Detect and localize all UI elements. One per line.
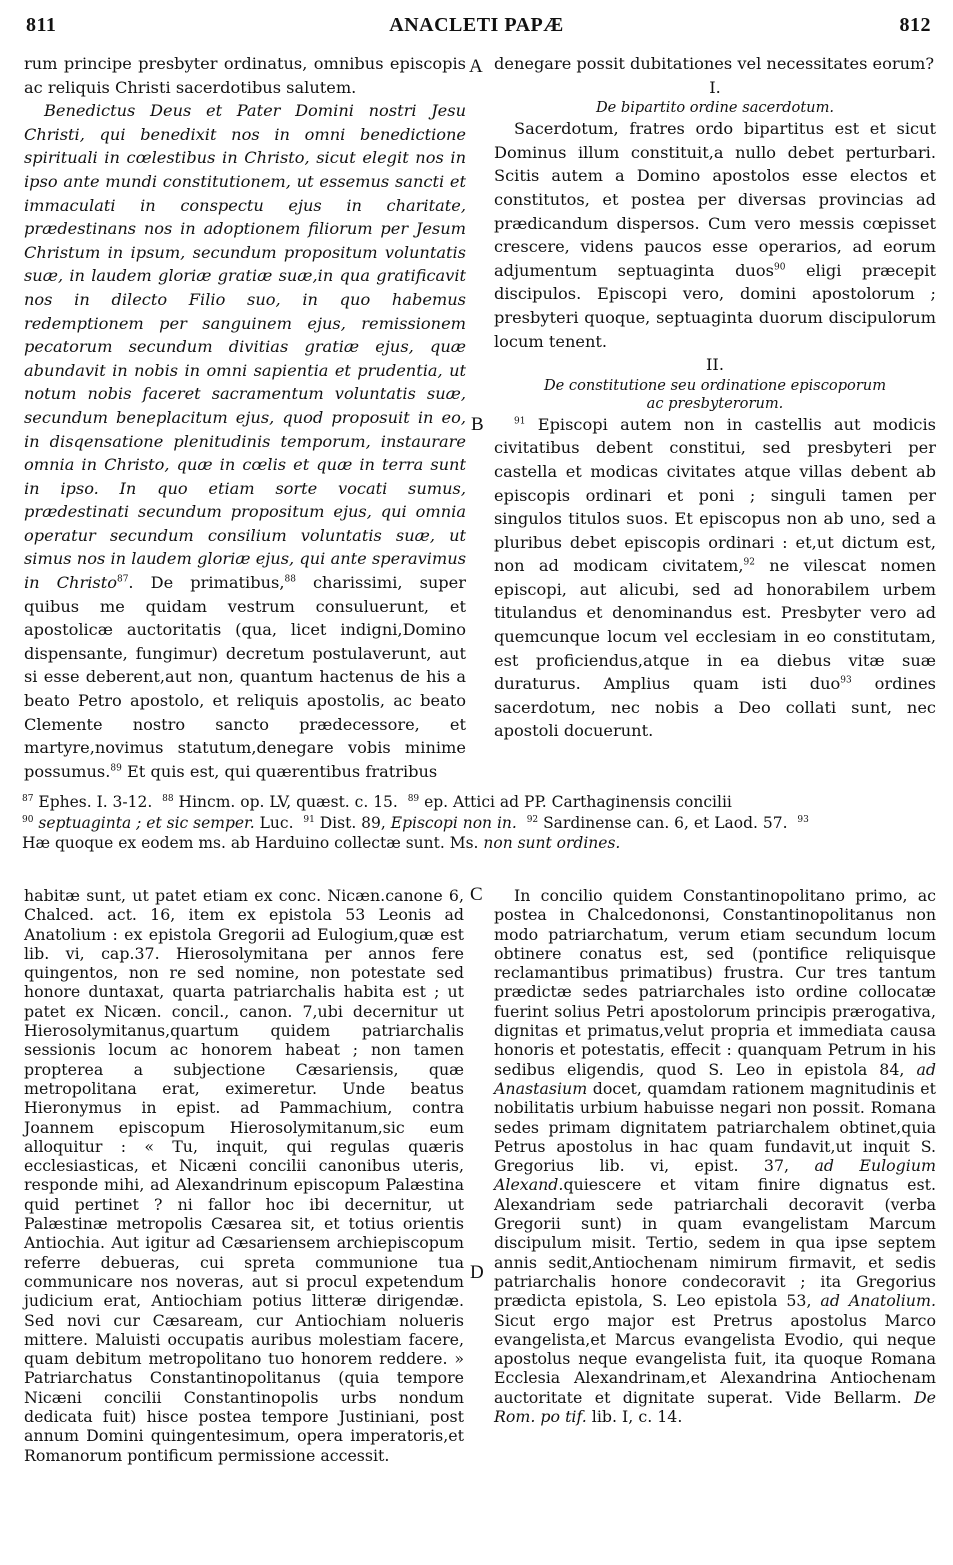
footnotes-block [22, 792, 934, 854]
footnote-number: 88 [162, 793, 174, 804]
footnote-number: 92 [526, 814, 539, 825]
margin-letter-c: C [470, 884, 483, 905]
section-2-paragraph [494, 413, 936, 743]
margin-letter-a: A [469, 56, 483, 77]
footnote-ref-87: 87 [116, 574, 129, 585]
footnote-text: ep. Attici ad PP. Carthaginensis concilii [419, 793, 732, 811]
heading-line: De constitutione seu ordinatione episcoporum [543, 376, 887, 394]
upper-right-column [494, 52, 936, 743]
body-text: Sicut ergo major est Pretrus apostolus Marco evangelista,et Marcus evangelista Evodio, qui neque apostolus neque evangelista fuit, ita quoque Romana Ecclesia Alexandrinam,et Alexandrina Antiochenam auctoritate et dignitate superat. Vide Bellarm. [494, 1310, 936, 1407]
body-paragraph [24, 99, 466, 783]
body-text: Sacerdotum, fratres ordo bipartitus est et sicut Dominus illum constituit,a nullo debet perturbari. Scitis autem a Domino apostolos esse electos et constitutos, et postea per diversas provincias ad prædicandum dispersos. Cum vero messis cœpisset crescere, videns paucos esse operarios, ad eorum adjumentum septuaginta duos [494, 119, 936, 280]
footnote-text: non sunt ordines. [478, 834, 621, 852]
footnote-ref-90: 90 [773, 262, 786, 273]
margin-letter-d: D [470, 1262, 484, 1283]
left-page-number: 811 [26, 14, 57, 36]
body-text: ordines sacerdotum, nec nobis a Deo collati sunt, nec apostoli docuerunt. [494, 674, 936, 741]
continuation-line: denegare possit dubitationes vel necessitates eorum? [494, 54, 935, 73]
footnote-text: septuaginta ; et sic semper. [33, 813, 255, 832]
footnote-text: Ephes. I. 3-12. [33, 793, 153, 811]
body-text: docet, quamdam rationem magnitudinis et nobilitatis urbium habuisse negari non possit. Romana sedes primam dignitatem patriarchalem obtinet,quia Petrus apostolus in hac quam fundavit,ut inquit S. Gregorius lib. vi, epist. 37, [494, 1078, 936, 1176]
footnote-number: 91 [303, 814, 315, 825]
footnote-ref-89: 89 [110, 763, 122, 774]
section-heading-2 [494, 377, 936, 413]
lower-right-column [494, 886, 936, 1426]
footnote-ref-93: 93 [840, 675, 852, 686]
section-1-paragraph [494, 117, 936, 353]
body-text: De Rom. po tif. [494, 1387, 936, 1427]
footnote-text: Dist. 89, [314, 813, 386, 832]
body-text: ne vilescat nomen episcopi, aut alicubi, sed ad honorabilem urbem titulandus et denominandus est. Presbyter vero ad quemcunque locum vel ecclesiam in eo constitutam, est proficiendus,atque in ea diebus vitæ suæ duraturus. Amplius quam isti duo [494, 556, 936, 694]
heading-line: ac presbyterorum. [646, 394, 784, 412]
body-text: Et quis est, qui quærentibus fratribus [121, 761, 438, 781]
margin-letter-b: B [471, 414, 484, 435]
body-text: eligi præcepit discipulos. Episcopi vero, domini apostolorum ; presbyteri quoque, septuaginta duorum discipulorum locum tenent. [494, 260, 936, 351]
lower-left-column [24, 886, 464, 1465]
commentary-paragraph: habitæ sunt, ut patet etiam ex conc. Nicæn.canone 6, Chalced. act. 16, item ex epistola 53 Leonis ad Anatolium : ex epistola Gregorii ad Eulogium,quæ est lib. vi, cap.37. Hierosolymitana per annos fere quingentos, non re sed nomine, non potestate sed honore duntaxat, quarta patriarchalis habita est ; ut patet ex Nicæn. concil., canon. 7,ubi decernitur ut Hierosolymitanus,quartum quidem patriarchalis sessionis locum ac honorem habeat ; non tamen propterea a subjectione Cæsariensis, quæ metropolitana erat, eximeretur. Unde beatus Hieronymus in epist. ad Pammachium, contra Joannem episcopum Hierosolymitanum,sic eum alloquitur : « Tu, inquit, qui regulas quæris ecclesiasticas, et Nicæni concilii canonibus uteris, responde mihi, ad Alexandrinum episcopum Palæstina quid pertinet ? ni fallor hoc ibi decernitur, ut Palæstinæ metropolis Cæsarea sit, et totius orientis Antiochia. Aut igitur ad Cæsariensem archiepiscopum referre debueras, cui spreta communione tua communicare nos noveras, aut si procul expetendum judicium erat, Antiochiam potius litteræ dirigendæ. Sed novi cur Cæsaream, cur Antiochiam nolueris mittere. Maluisti occupatis auribus molestiam facere, quam debitum metropolitano tuo honorem reddere. » Patriarchatus Constantinopolitanus (quia tempore Nicæni concilii Constantinopolis urbs nondum dedicata fuit) hisce postea tempore Justiniani, post annum Domini quingentesimum, opera imperatoris,et Romanorum pontificum permissione accessit. [24, 886, 464, 1465]
right-page-number: 812 [899, 14, 931, 36]
body-text: quiescere et vitam finire dignatus est. Alexandriam sede patriarchali decoravit (verba Gregorii sunt) in quam evangelistam Marcum discipulum misit. Tertio, sedem in qua ipse septem annis sedit,Antiochenam nimirum firmavit, et sedis patriarchalis honore condecoravit ; ita Gregorius prædicta epistola, S. Leo epistola 53, [494, 1175, 936, 1311]
salutation-paragraph: rum principe presbyter ordinatus, omnibus episcopis ac reliquis Christi sacerdotibus salutem. [24, 54, 466, 97]
footnote-text: Sardinense can. 6, et Laod. 57. [538, 813, 788, 832]
footnote-number: 90 [22, 814, 34, 825]
footnote-text: Hæ quoque ex eodem ms. ab Harduino collectæ sunt. Ms. [22, 834, 479, 852]
body-text: In concilio quidem Constantinopolitano primo, ac postea in Chalcedononsi, Constantinopolitanus non modo patriarchatum, verum etiam secundum locum obtinere conatus est, sed (pontifice reliquisque reclamantibus primatibus) frustra. Cur tres tantum prædictæ sedes patriarchales isto ordine collocatæ fuerint solius Petri apostolorum principis prærogativa, dignitas et primatus,velut propria et immediata causa honoris et potestatis, effecit : quanquam Petrum in his sedibus eligendis, quod S. Leo in epistola 84, [494, 886, 936, 1079]
body-text: ad Eulogium Alexand. [494, 1156, 936, 1195]
body-text: lib. I, c. 14. [586, 1407, 683, 1427]
body-text: charissimi, super quibus me quidam vestrum consuluerunt, et apostolicæ auctoritatis (qua, licet indigni,Domino dispensante, fungimur) decretum postulaverunt, aut si esse deberent,aut non, quantum hactenus de his a beato Petro apostolo, et reliquis apostolis, ac beato Clemente nostro sancto prædecessore, et martyre,novimus statutum,denegare vobis minime possumus. [24, 573, 466, 781]
section-number-1: I. [709, 77, 721, 97]
footnote-number: 89 [407, 793, 420, 804]
footnote-number: 93 [797, 814, 809, 825]
footnote-text: Luc. [254, 813, 294, 832]
body-text: ad Anatolium. [811, 1291, 936, 1311]
footnote-ref-88: 88 [284, 574, 296, 585]
running-title: ANACLETI PAPÆ [389, 14, 564, 36]
body-text: Episcopi autem non in castellis aut modicis civitatibus debent constitui, sed presbyteri per castella et modicas civitates atque villas debent ab episcopis ordinari et poni ; singuli tamen per singulos titulos suos. Et episcopus non ab uno, sed a pluribus debet episcopis ordinari : et,ut dictum est, non ad modicam civitatem, [494, 414, 936, 576]
upper-left-column [24, 52, 466, 783]
footnote-ref-91: 91 [514, 416, 526, 427]
section-number-2: II. [706, 355, 724, 375]
footnote-text: Episcopi non in. [385, 813, 517, 832]
commentary-paragraph [494, 886, 936, 1426]
body-text: . De primatibus, [128, 573, 285, 593]
footnote-number: 87 [22, 793, 34, 804]
footnote-ref-92: 92 [743, 557, 755, 568]
footnotes-text [22, 792, 934, 854]
scripture-quotation: Benedictus Deus et Pater Domini nostri Jesu Christi, qui benedixit nos in omni benedictione spirituali in cœlestibus in Christo, sicut elegit nos in ipso ante mundi constitutionem, ut essemus sancti et immaculati in conspectu ejus in charitate, prædestinans nos in adoptionem filiorum per Jesum Christum in ipsum, secundum propositum voluntatis suæ, in laudem gloriæ gratiæ suæ,in qua gratificavit nos in dilecto Filio suo, in quo habemus redemptionem per sanguinem ejus, remissionem pecatorum secundum divitias gratiæ ejus, quæ abundavit in nobis in omni sapientia et prudentia, ut notum nobis faceret sacramentum voluntatis suæ, secundum beneplacitum ejus, quod proposuit in eo, in disqensatione plenitudinis temporum, instaurare omnia in Christo, quæ in cœlis et quæ in terra sunt in ipso. In quo etiam sorte vocati sumus, prædestinati secundum propositum ejus, qui omnia operatur secundum consilium voluntatis suæ, ut simus nos in laudem gloriæ ejus, qui ante speravimus in Christo [24, 101, 466, 593]
body-text: ad Anastasium [494, 1059, 936, 1098]
section-heading-1: De bipartito ordine sacerdotum. [595, 99, 835, 117]
footnote-text: Hincm. op. LV, quæst. c. 15. [173, 793, 398, 811]
